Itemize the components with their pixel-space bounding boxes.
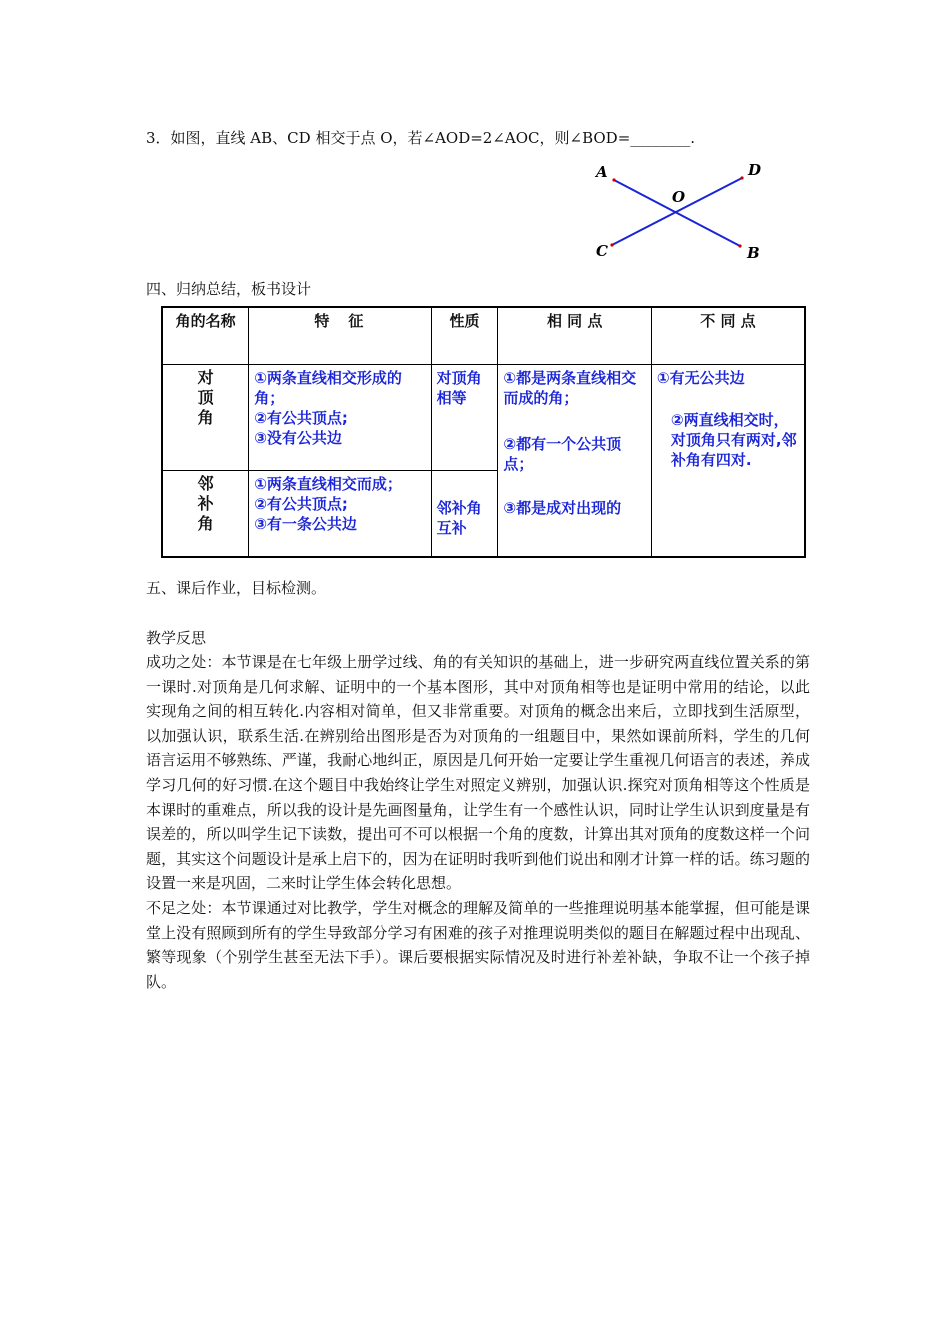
label-d: D [748,161,762,179]
label-b: B [747,244,760,262]
point-b [738,244,741,247]
header-name: 角的名称 [162,307,249,365]
point-d [740,176,743,179]
summary-table-wrapper [161,306,806,558]
intersecting-lines-figure [588,158,768,268]
reflection-body [146,650,810,994]
question-3: 3．如图，直线 AB、CD 相交于点 O，若∠AOD=2∠AOC，则∠BOD=________. [146,129,696,147]
table-row-vertical-angles [162,365,805,471]
reflection-success: 成功之处：本节课是在七年级上册学过线、角的有关知识的基础上，进一步研究两直线位置关系的第一课时.对顶角是几何求解、证明中的一个基本图形，其中对顶角相等也是证明中常用的结论，以此实现角之间的相互转化.内容相对简单，但又非常重要。对顶角的概念出来后，立即找到生活原型，以加强认识，联系生活.在辨别给出图形是否为对顶角的一组题目中，果然如课前所料，学生的几何语言运用不够熟练、严谨，我耐心地纠正，原因是几何开始一定要让学生重视几何语言的表述，养成学习几何的好习惯.在这个题目中我始终让学生对照定义辨别，加强认识.探究对顶角相等这个性质是本课时的重难点，所以我的设计是先画图量角，让学生有一个感性认识，同时让学生认识到度量是有误差的，所以叫学生记下读数，提出可不可以根据一个角的度数，计算出其对顶角的度数这样一个问题，其实这个问题设计是承上启下的，因为在证明时我听到他们说出和刚才计算一样的话。练习题的设置一来是巩固，二来时让学生体会转化思想。 [146,653,810,893]
label-c: C [596,242,608,260]
section-5-title: 五、课后作业，目标检测。 [146,579,327,597]
header-feature: 特 征 [249,307,431,365]
same-points: ①都是两条直线相交而成的角； ②都有一个公共顶点； ③都是成对出现的 [498,365,651,558]
point-c [610,243,613,246]
header-property: 性质 [431,307,498,365]
row1-feature: ①两条直线相交形成的角； ②有公共顶点; ③没有公共边 [249,365,431,471]
label-a: A [596,163,608,181]
different-points: ①有无公共边 ②两直线相交时，对顶角只有两对,邻补角有四对. [651,365,805,558]
reflection-shortcoming: 不足之处：本节课通过对比教学，学生对概念的理解及简单的一些推理说明基本能掌握，但可能是课堂上没有照顾到所有的学生导致部分学习有困难的孩子对推理说明类似的题目在解题过程中出现乱、繁等现象（个别学生甚至无法下手）。课后要根据实际情况及时进行补差补缺，争取不让一个孩子掉队。 [146,898,810,991]
header-diff: 不 同 点 [651,307,805,365]
header-same: 相 同 点 [498,307,651,365]
label-o: O [672,188,686,206]
row2-feature: ①两条直线相交而成； ②有公共顶点; ③有一条公共边 [249,470,431,557]
row1-property: 对顶角相等 [431,365,498,471]
summary-table [161,306,806,558]
reflection-title: 教学反思 [146,629,207,647]
row2-name: 邻 补 角 [162,470,249,557]
point-a [612,178,615,181]
row1-name: 对 顶 角 [162,365,249,471]
section-4-title: 四、归纳总结，板书设计 [146,280,312,298]
table-header-row [162,307,805,365]
row2-property: 邻补角互补 [431,470,498,557]
